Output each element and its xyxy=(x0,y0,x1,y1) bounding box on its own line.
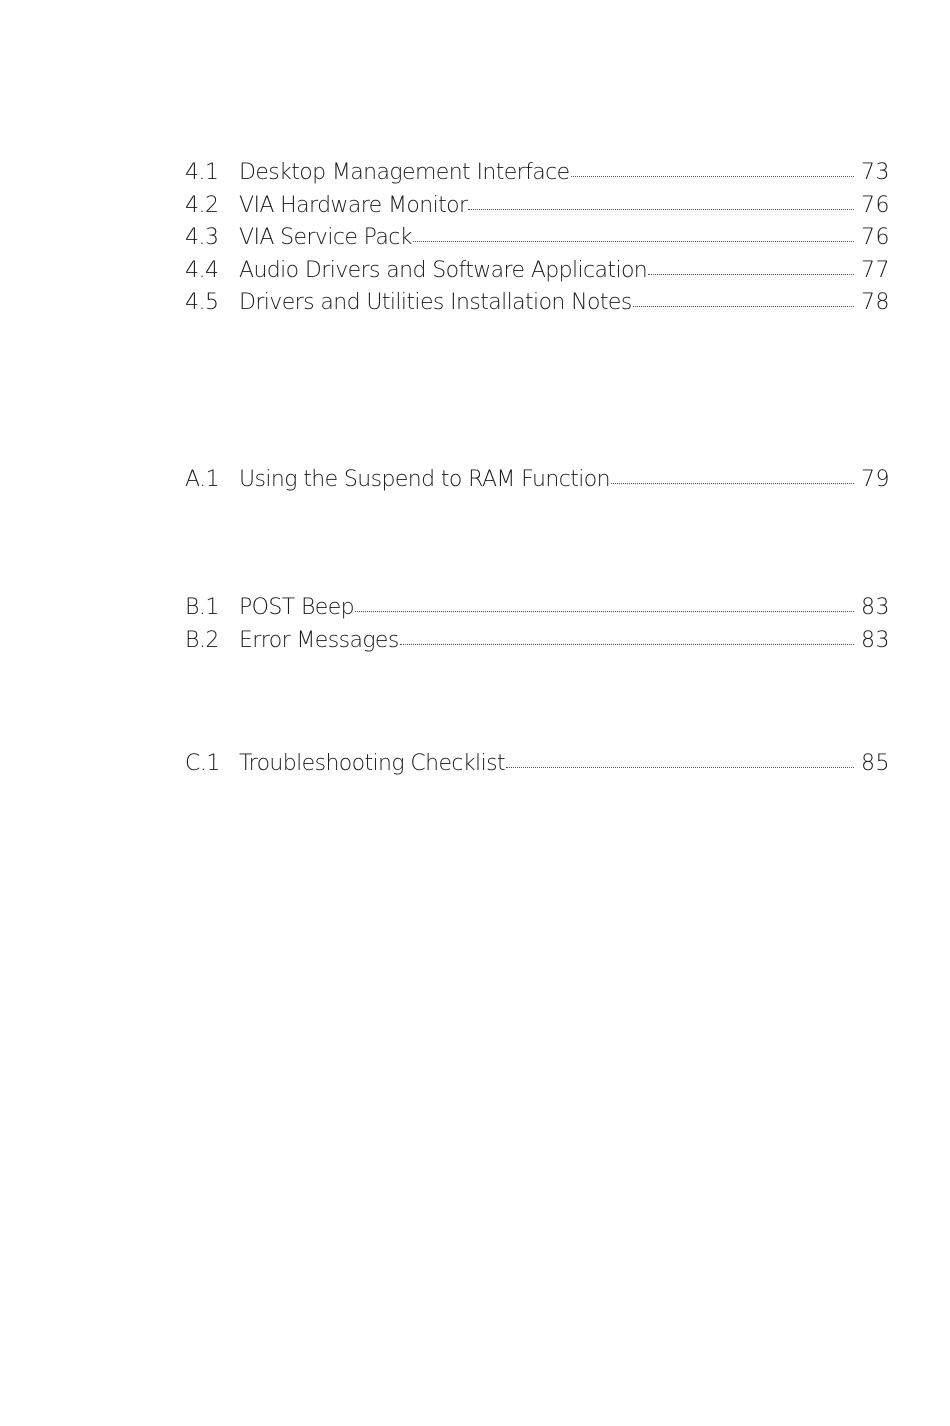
toc-entry-page: 76 xyxy=(861,192,890,218)
toc-entry[interactable] xyxy=(185,157,890,190)
toc-entry-page: 77 xyxy=(861,257,890,283)
dot-leader xyxy=(506,767,854,768)
toc-entry-title: Audio Drivers and Software Application xyxy=(239,257,648,283)
toc-entry-title: Using the Suspend to RAM Function xyxy=(239,467,610,492)
toc-entry-number: 4.3 xyxy=(185,225,219,250)
toc-entry-page: 83 xyxy=(861,595,890,620)
toc-group-appendix-a xyxy=(185,464,890,497)
toc-entry-number: A.1 xyxy=(185,467,220,492)
toc-group-appendix-c xyxy=(185,748,890,781)
toc-entry[interactable] xyxy=(185,255,890,288)
toc-group-chapter-4 xyxy=(185,157,890,320)
toc-entry-number: C.1 xyxy=(185,751,220,776)
toc-entry-title: VIA Hardware Monitor xyxy=(239,192,468,218)
toc-entry[interactable] xyxy=(185,625,890,658)
toc-entry-page: 83 xyxy=(861,627,890,653)
toc-entry-title: Error Messages xyxy=(239,627,399,653)
toc-entry-number: B.1 xyxy=(185,595,219,620)
dot-leader xyxy=(355,611,854,612)
dot-leader xyxy=(571,176,854,177)
toc-entry[interactable] xyxy=(185,592,890,625)
toc-entry-number: B.2 xyxy=(185,627,219,653)
toc-entry[interactable] xyxy=(185,287,890,320)
toc-entry-number: 4.2 xyxy=(185,192,219,218)
toc-entry-page: 85 xyxy=(861,751,890,776)
toc-entry-number: 4.4 xyxy=(185,257,219,283)
toc-entry[interactable] xyxy=(185,748,890,781)
toc-entry-title: Troubleshooting Checklist xyxy=(239,751,505,776)
dot-leader xyxy=(413,241,854,242)
toc-entry-page: 73 xyxy=(861,160,890,185)
toc-entry[interactable] xyxy=(185,222,890,255)
toc-entry-page: 78 xyxy=(861,290,890,315)
toc-entry-title: Desktop Management Interface xyxy=(239,160,570,185)
dot-leader xyxy=(468,209,854,210)
toc-entry-title: VIA Service Pack xyxy=(239,225,412,250)
dot-leader xyxy=(400,644,854,645)
toc-entry[interactable] xyxy=(185,464,890,497)
toc-entry-page: 76 xyxy=(861,225,890,250)
toc-entry-page: 79 xyxy=(861,467,890,492)
dot-leader xyxy=(633,306,854,307)
dot-leader xyxy=(611,483,854,484)
toc-entry-number: 4.5 xyxy=(185,290,219,315)
dot-leader xyxy=(648,274,854,275)
toc-entry-title: Drivers and Utilities Installation Notes xyxy=(239,290,632,315)
toc-entry-number: 4.1 xyxy=(185,160,219,185)
toc-entry-title: POST Beep xyxy=(239,595,355,620)
toc-group-appendix-b xyxy=(185,592,890,657)
toc-entry[interactable] xyxy=(185,190,890,223)
